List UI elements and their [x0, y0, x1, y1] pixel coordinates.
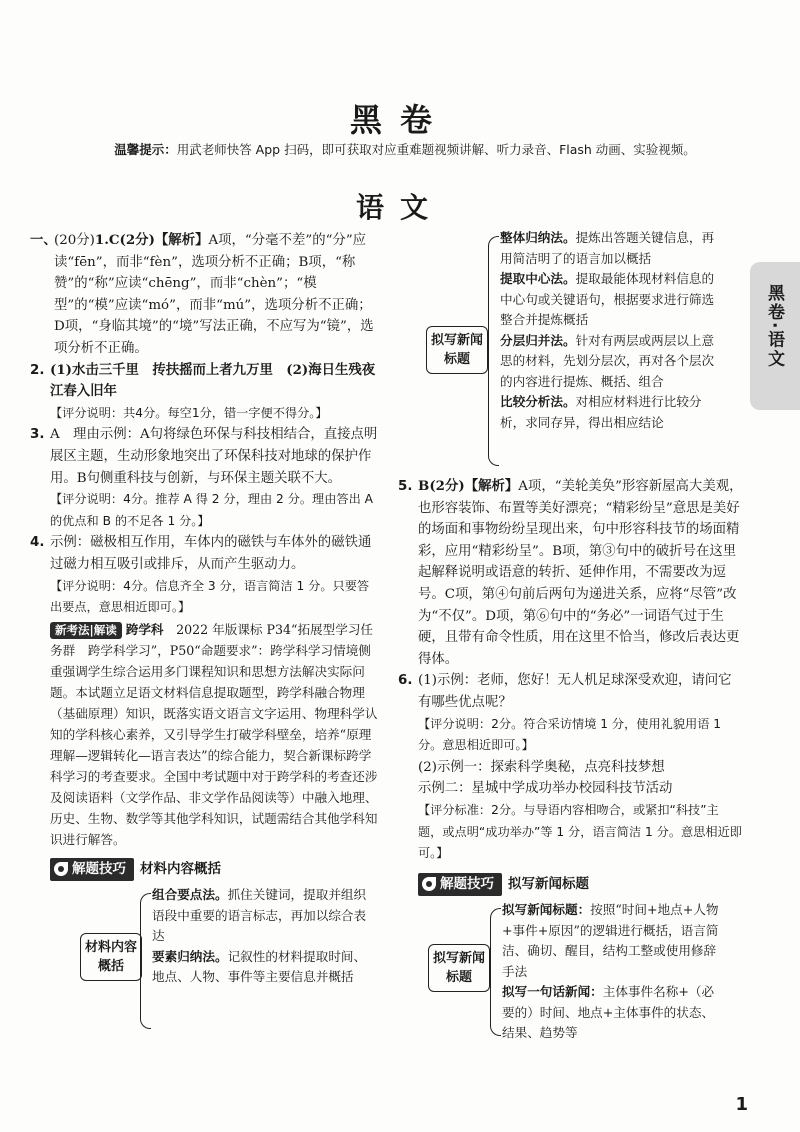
- page-title: 黑卷: [349, 101, 450, 139]
- mindmap-right-box: 拟写新闻标题: [426, 326, 488, 374]
- item-text: 针对有两层或两层以上意思的材料，先划分层次，再对各个层次的内容进行提炼、概括、组合: [500, 332, 715, 389]
- item-head: 要素归纳法。: [152, 948, 228, 964]
- q5-analysis: A项，“美轮美奂”形容新屋高大美观，也形容装饰、布置等美好漂亮；“精彩纷呈”意思是美好的场面和事物纷纷呈现出来，句中形容科技节的场面精彩，应用“精彩纷呈”。B项，第③句中的破折号在这里起解释说明或语意的转折、延伸作用，不需要改为逗号。C项，第④句前后两句为递进关系，应将“尽管”改为“不仅”。D项，第⑥句中的“务必”一词语气过于生硬，且带有命令性质，用在这里不恰当，修改后表达更得体。: [418, 479, 743, 667]
- q2-answer: (1)水击三千里 抟扶摇而上者九万里 (2)海日生残夜 江春入旧年: [50, 361, 389, 400]
- item-text: 提取最能体现材料信息的中心句或关键语句，根据要求进行筛选整合并提炼概括: [500, 271, 715, 327]
- item-head: 组合要点法。: [152, 887, 228, 903]
- q2-number: 2.: [30, 362, 45, 378]
- question-1: [30, 230, 378, 360]
- mindmap-right-top: [398, 228, 743, 472]
- item-head: 比较分析法。: [500, 394, 576, 409]
- skill-header-left: [50, 858, 378, 882]
- kaofa-text: [50, 619, 378, 850]
- question-1-text: [54, 230, 378, 360]
- q6-note-1: 【评分说明：2分。符合采访情境 1 分，使用礼貌用语 1 分。意思相近即可。】: [418, 716, 722, 753]
- mindmap-left-item-2: [152, 947, 372, 988]
- skill-tag-left: [50, 858, 134, 882]
- item-head: 分层归并法。: [500, 332, 576, 348]
- mindmap-left-brace: [140, 893, 151, 1029]
- item-head: 拟写新闻标题：: [502, 902, 591, 918]
- item-text: 记叙性的材料提取时间、地点、人物、事件等主要信息并概括: [152, 948, 367, 985]
- q4-note: 【评分说明：4分。信息齐全 3 分，语言简洁 1 分。只要答出要点，意思相近即可。】: [50, 578, 370, 615]
- q6-note-2: 【评分标准：2分。与导语内容相吻合，或紧扣“科技”主题，或点明“成功举办”等 1 分，语言简洁 1 分。意思相近即可。】: [418, 802, 742, 861]
- question-2: [30, 360, 389, 425]
- kaofa-section: [30, 619, 378, 850]
- question-5: [398, 476, 743, 670]
- page-number: 1: [735, 1094, 748, 1115]
- skill-title-right: 拟写新闻标题: [508, 875, 589, 892]
- item-text: 抓住关键词，提取并组织语段中重要的语言标志，再加以综合表达: [152, 887, 367, 944]
- tip-label: 温馨提示：: [114, 142, 177, 157]
- mindmap-right-content: [500, 228, 722, 433]
- q4-number: 4.: [30, 535, 45, 551]
- item-text: 主体事件名称+（必要的）时间、地点+主体事件的状态、结果、趋势等: [502, 984, 715, 1041]
- tip-line: [60, 140, 750, 158]
- question-4: [30, 532, 378, 618]
- kaofa-title: 跨学科: [125, 621, 164, 637]
- tip-text: 用武老师快答 App 扫码，即可获取对应重难题视频讲解、听力录音、Flash 动画、实验视频。: [176, 142, 696, 157]
- badge-left: 新考法: [55, 622, 90, 637]
- side-tab-label: 黑卷·语文: [764, 284, 784, 369]
- q6-answer-2: (2)示例一：探索科学奥秘，点亮科技梦想: [418, 759, 665, 775]
- q5-answer: B(2分): [418, 478, 465, 494]
- mindmap-news-brace: [490, 908, 501, 1036]
- mindmap-left-content: [152, 885, 372, 988]
- q1-number: 1.: [94, 232, 109, 248]
- item-head: 整体归纳法。: [500, 230, 576, 245]
- subject-title: 语文: [355, 191, 444, 224]
- right-column: [398, 228, 743, 1040]
- mindmap-right-item-1: [500, 228, 722, 269]
- mindmap-right-item-3: [500, 331, 722, 393]
- q3-number: 3.: [30, 427, 45, 443]
- mindmap-left-box: 材料内容概括: [80, 933, 142, 981]
- left-column: [30, 230, 389, 1035]
- mindmap-news-content: [502, 900, 724, 1044]
- side-tab: [750, 262, 800, 410]
- key-icon: [422, 877, 436, 891]
- badge-right: 解读: [93, 622, 117, 637]
- q6-number: 6.: [398, 673, 413, 689]
- mindmap-left: [50, 885, 378, 1035]
- new-exam-badge: 新考法|解读: [50, 622, 122, 639]
- q1-score: (20分): [54, 233, 95, 248]
- q6-answer-1: (1)示例：老师，您好！无人机足球深受欢迎，请问它有哪些优点呢？: [418, 673, 732, 710]
- item-head: 拟写一句话新闻：: [502, 984, 603, 1000]
- key-icon: [54, 862, 68, 876]
- mindmap-right-item-2: [500, 269, 722, 331]
- mindmap-right-brace: [488, 236, 499, 466]
- mindmap-right-bottom: [418, 900, 743, 1040]
- skill-title-left: 材料内容概括: [140, 860, 221, 877]
- item-head: 提取中心法。: [500, 271, 576, 286]
- q1-analysis: A项，“分毫不差”的“分”应读“fēn”，而非“fèn”，选项分析不正确；B项，“称赞”的“称”应读“chēng”，而非“chèn”；“模型”的“模”应读“mó”，而非“mú”，选项分析不正确；D项，“身临其境”的“境”写法正确，不应写为“镜”，选项分析不正确。: [54, 233, 374, 356]
- q5-text: [418, 476, 743, 670]
- item-text: 提炼出答题关键信息，再用简洁明了的语言加以概括: [500, 230, 715, 266]
- mindmap-left-item-1: [152, 885, 372, 947]
- q3-answer: A 理由示例：A句将绿色环保与科技相结合，直接点明展区主题，生动形象地突出了环保科技对地球的保护作用。B句侧重科技与创新，与环保主题关联不大。: [50, 427, 378, 486]
- q1-answer: C(2分): [108, 232, 155, 248]
- skill-tag-label: 解题技巧: [72, 860, 126, 877]
- q5-tag: 【解析】: [464, 478, 519, 494]
- section-number: 一、: [30, 233, 57, 248]
- skill-header-right: [418, 873, 743, 897]
- item-text: 按照“时间+地点+人物+事件+原因”的逻辑进行概括，语言简洁、确切、醒目，结构工整或使用修辞手法: [502, 902, 719, 979]
- mindmap-news-item-2: [502, 982, 724, 1044]
- skill-tag-right: [418, 873, 502, 897]
- question-6: [398, 670, 743, 864]
- skill-tag-label: 解题技巧: [440, 875, 494, 892]
- q6-answer-3: 示例二：星城中学成功举办校园科技节活动: [418, 781, 673, 797]
- q1-tag: 【解析】: [154, 232, 209, 248]
- q5-number: 5.: [398, 479, 413, 494]
- q4-answer: 示例：磁极相互作用，车体内的磁铁与车体外的磁铁通过磁力相互吸引或排斥，从而产生驱动力。: [50, 535, 372, 572]
- mindmap-news-item-1: [502, 900, 724, 982]
- q2-note: 【评分说明：共4分。每空1分，错一字便不得分。】: [50, 405, 328, 420]
- mindmap-right-item-4: [500, 392, 722, 433]
- mindmap-news-box: 拟写新闻标题: [428, 944, 490, 992]
- item-text: 对相应材料进行比较分析，求同存异，得出相应结论: [500, 394, 702, 430]
- question-3: [30, 424, 378, 532]
- q3-note: 【评分说明：4分。推荐 A 得 2 分，理由 2 分。理由答出 A 的优点和 B 的不足各 1 分。】: [50, 492, 373, 528]
- kaofa-body: 2022 年版课标 P34“拓展型学习任务群 跨学科学习”，P50“命题要求”：跨学科学习情境侧重强调学生综合运用多门课程知识和思想方法解决实际问题。本试题立足语文材料信息提取题型，跨学科融合物理（基础原理）知识，既落实语文语言文字运用、物理科学认知的学科核心素养，又引导学生打破学科壁垒，培养“原理理解—逻辑转化—语言表达”的综合能力，契合新课标跨学科学习的考查要求。全国中考试题中对于跨学科的考查还涉及阅读语料（文学作品、非文学作品阅读等）中融入地理、历史、生物、数学等其他学科知识，试题需结合其他学科知识进行解答。: [50, 621, 378, 847]
